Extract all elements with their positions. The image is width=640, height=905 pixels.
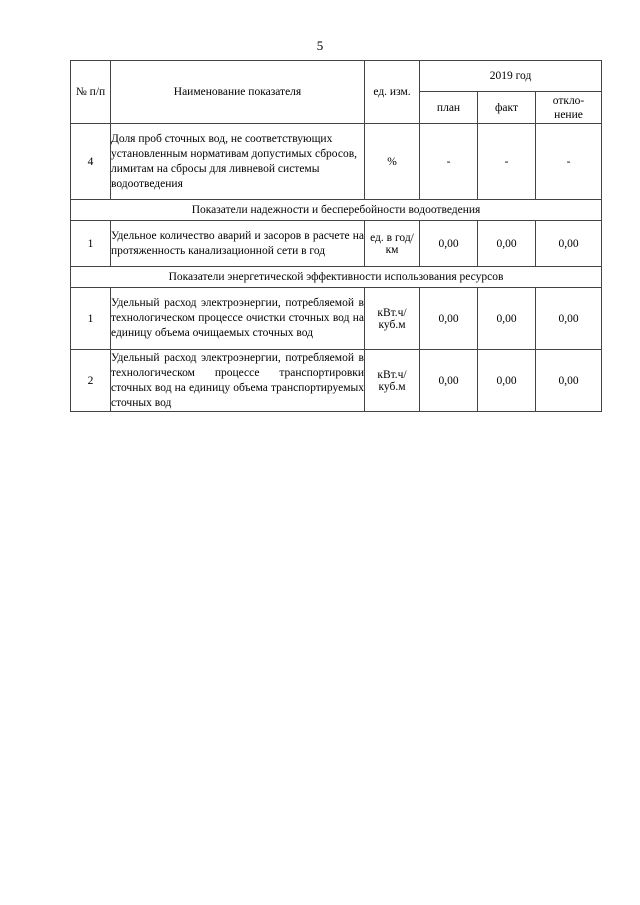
header-fact: факт — [478, 92, 536, 124]
page-number: 5 — [316, 38, 324, 53]
row-unit: ед. в год/ км — [365, 221, 420, 267]
table-row — [71, 124, 602, 200]
row-plan-value: 0,00 — [420, 350, 478, 412]
row-fact-value: - — [478, 124, 536, 200]
table-header-row — [71, 61, 602, 92]
row-number: 2 — [71, 350, 111, 412]
row-number: 4 — [71, 124, 111, 200]
row-plan-value: 0,00 — [420, 221, 478, 267]
table-row — [71, 221, 602, 267]
header-deviation: откло-нение — [536, 92, 602, 124]
row-plan-value: 0,00 — [420, 288, 478, 350]
row-number: 1 — [71, 221, 111, 267]
row-plan-value: - — [420, 124, 478, 200]
row-indicator-name: Доля проб сточных вод, не соответствующих установленным нормативам допустимых сбросов, лимитам на сбросы для ливневой системы водоотведения — [111, 124, 365, 200]
section-row-reliability — [71, 200, 602, 221]
row-fact-value: 0,00 — [478, 288, 536, 350]
header-year: 2019 год — [420, 61, 602, 92]
table-row — [71, 288, 602, 350]
section-row-energy — [71, 267, 602, 288]
row-deviation-value: 0,00 — [536, 221, 602, 267]
row-deviation-value: - — [536, 124, 602, 200]
row-unit: кВт.ч/ куб.м — [365, 350, 420, 412]
row-unit: % — [365, 124, 420, 200]
section-title-energy: Показатели энергетической эффективности использования ресурсов — [71, 267, 602, 288]
header-plan: план — [420, 92, 478, 124]
table-row — [71, 350, 602, 412]
row-indicator-name: Удельный расход электроэнергии, потребляемой в технологическом процессе транспортировки сточных вод на единицу объема транспортируемых сточных вод — [111, 350, 365, 412]
header-unit: ед. изм. — [365, 61, 420, 124]
row-indicator-name: Удельное количество аварий и засоров в расчете на протяженность канализационной сети в год — [111, 221, 365, 267]
section-title-reliability: Показатели надежности и бесперебойности водоотведения — [71, 200, 602, 221]
header-indicator-name: Наименование показателя — [111, 61, 365, 124]
row-number: 1 — [71, 288, 111, 350]
indicators-table — [70, 60, 602, 412]
row-unit: кВт.ч/ куб.м — [365, 288, 420, 350]
row-indicator-name: Удельный расход электроэнергии, потребляемой в технологическом процессе очистки сточных вод на единицу объема очищаемых сточных вод — [111, 288, 365, 350]
row-deviation-value: 0,00 — [536, 350, 602, 412]
row-fact-value: 0,00 — [478, 221, 536, 267]
row-deviation-value: 0,00 — [536, 288, 602, 350]
header-number: № п/п — [71, 61, 111, 124]
row-fact-value: 0,00 — [478, 350, 536, 412]
